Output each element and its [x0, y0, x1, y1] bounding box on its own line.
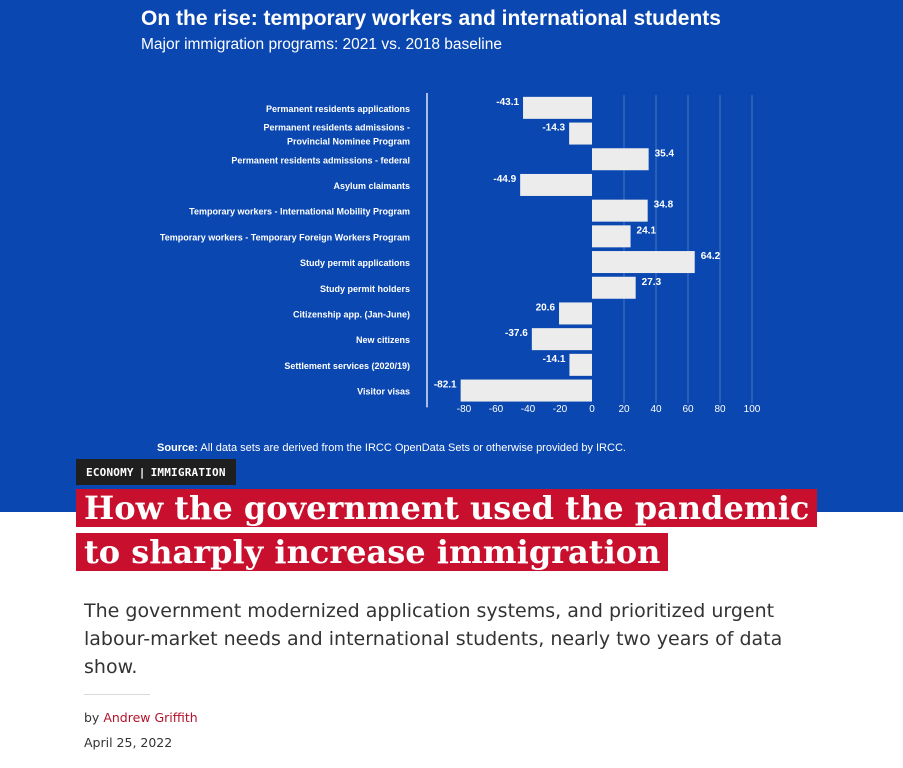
- value-label-4: 34.8: [653, 199, 674, 211]
- x-tick-label-1: -60: [488, 404, 504, 415]
- tag-separator: |: [138, 465, 146, 479]
- category-label-7: [320, 284, 410, 294]
- x-tick-label-9: 100: [743, 404, 761, 415]
- category-tags: [76, 459, 236, 485]
- category-label-4: [189, 207, 410, 217]
- bar-1: [569, 123, 592, 145]
- category-label-line: Visitor visas: [357, 386, 410, 397]
- category-label-6: [300, 258, 410, 268]
- headline-text: How the government used the pandemic to sharply increase immigration: [76, 489, 817, 571]
- value-label-2: 35.4: [654, 148, 675, 160]
- chart-title: On the rise: temporary workers and international students: [141, 7, 721, 30]
- category-label-3: [333, 181, 410, 191]
- x-tick-label-0: -80: [456, 404, 472, 415]
- value-label-7: 27.3: [641, 276, 662, 288]
- value-label-0: -43.1: [496, 96, 520, 108]
- article-headline: [76, 486, 816, 574]
- source-label: Source:: [157, 442, 198, 454]
- source-text: All data sets are derived from the IRCC OpenData Sets or otherwise provided by IRCC.: [197, 442, 626, 454]
- x-tick-label-6: 40: [650, 404, 662, 415]
- category-label-line: Provincial Nominee Program: [286, 136, 410, 147]
- value-label-3: -44.9: [493, 173, 517, 185]
- bar-10: [569, 354, 592, 376]
- category-label-line: Study permit holders: [319, 283, 410, 294]
- bar-6: [592, 251, 695, 273]
- category-label-0: [266, 104, 410, 114]
- bar-7: [592, 277, 636, 299]
- value-label-11: -82.1: [433, 379, 457, 391]
- category-label-5: [160, 232, 410, 242]
- bar-9: [532, 328, 592, 350]
- bar-5: [592, 225, 631, 247]
- category-label-line: Study permit applications: [299, 258, 410, 269]
- x-tick-label-3: -20: [552, 404, 568, 415]
- author-link[interactable]: Andrew Griffith: [103, 710, 198, 725]
- category-label-line: Permanent residents admissions - federal: [231, 155, 410, 166]
- publish-date: April 25, 2022: [84, 735, 173, 750]
- category-label-line: New citizens: [355, 335, 410, 346]
- value-label-9: -37.6: [505, 328, 528, 340]
- byline-prefix: by: [84, 710, 104, 725]
- value-label-8: 20.6: [535, 302, 556, 314]
- category-label-line: Permanent residents applications: [265, 103, 410, 114]
- category-label-line: Asylum claimants: [333, 180, 410, 191]
- category-label-line: Temporary workers - International Mobility Program: [189, 206, 410, 217]
- value-label-1: -14.3: [542, 122, 566, 134]
- value-label-10: -14.1: [542, 353, 566, 365]
- category-label-10: [284, 361, 410, 371]
- chart-source-note: [157, 442, 626, 454]
- category-label-1: [263, 123, 410, 147]
- x-tick-label-8: 80: [714, 404, 726, 415]
- bar-3: [520, 174, 592, 196]
- bar-8: [559, 302, 592, 324]
- category-label-8: [293, 309, 410, 319]
- category-label-9: [356, 335, 410, 345]
- x-tick-label-4: 0: [589, 404, 595, 415]
- category-label-2: [231, 155, 410, 165]
- tag-immigration[interactable]: IMMIGRATION: [150, 465, 226, 479]
- bar-11: [461, 380, 592, 402]
- category-label-11: [357, 387, 410, 397]
- bar-4: [592, 200, 648, 222]
- category-label-line: Citizenship app. (Jan-June): [292, 309, 410, 320]
- byline-divider: [84, 694, 150, 695]
- chart-subtitle: Major immigration programs: 2021 vs. 2018 baseline: [141, 36, 502, 53]
- tag-economy[interactable]: ECONOMY: [86, 465, 134, 479]
- category-label-line: Settlement services (2020/19): [284, 360, 410, 371]
- bar-0: [523, 97, 592, 119]
- article-dek: The government modernized application systems, and prioritized urgent labour-market needs and international students, nearly two years of data show.: [84, 600, 783, 678]
- value-label-5: 24.1: [636, 225, 657, 237]
- value-label-6: 64.2: [700, 251, 721, 263]
- x-tick-label-5: 20: [618, 404, 630, 415]
- bar-2: [592, 148, 649, 170]
- x-tick-label-7: 60: [682, 404, 694, 415]
- x-tick-label-2: -40: [520, 404, 536, 415]
- category-label-line: Permanent residents admissions -: [263, 122, 410, 133]
- category-label-line: Temporary workers - Temporary Foreign Workers Program: [159, 232, 410, 243]
- byline: [84, 710, 198, 725]
